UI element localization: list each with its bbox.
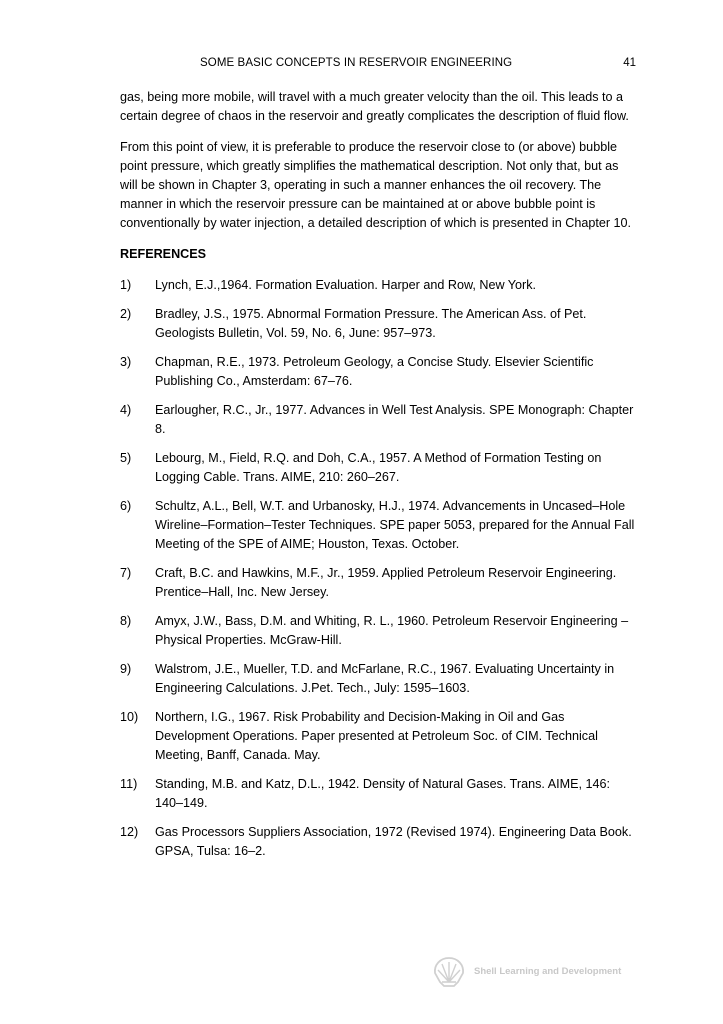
reference-number: 6) bbox=[120, 499, 132, 513]
reference-item bbox=[120, 401, 636, 439]
reference-number: 4) bbox=[120, 403, 132, 417]
reference-number: 1) bbox=[120, 278, 132, 292]
reference-item bbox=[120, 708, 636, 765]
reference-number: 9) bbox=[120, 662, 132, 676]
reference-number: 8) bbox=[120, 614, 132, 628]
reference-number: 2) bbox=[120, 307, 132, 321]
reference-text: Northern, I.G., 1967. Risk Probability and Decision-Making in Oil and Gas Development Operations. Paper presented at Petroleum Soc. of CIM. Technical Meeting, Banff, Canada. May. bbox=[155, 710, 598, 762]
reference-text: Craft, B.C. and Hawkins, M.F., Jr., 1959. Applied Petroleum Reservoir Engineering. Prentice–Hall, Inc. New Jersey. bbox=[155, 566, 617, 599]
reference-text: Lynch, E.J.,1964. Formation Evaluation. Harper and Row, New York. bbox=[155, 278, 537, 292]
reference-item bbox=[120, 823, 636, 861]
page-number: 41 bbox=[623, 57, 636, 69]
running-title: SOME BASIC CONCEPTS IN RESERVOIR ENGINEERING bbox=[200, 57, 513, 69]
reference-item bbox=[120, 305, 636, 343]
reference-number: 10) bbox=[120, 710, 139, 724]
reference-number: 5) bbox=[120, 451, 132, 465]
reference-number: 3) bbox=[120, 355, 132, 369]
reference-item bbox=[120, 353, 636, 391]
reference-text: Schultz, A.L., Bell, W.T. and Urbanosky, H.J., 1974. Advancements in Uncased–Hole Wireline–Formation–Tester Techniques. SPE paper 5053, prepared for the Annual Fall Meeting of the SPE of AIME; Houston, Texas. October. bbox=[155, 499, 635, 551]
reference-item bbox=[120, 449, 636, 487]
reference-text: Bradley, J.S., 1975. Abnormal Formation Pressure. The American Ass. of Pet. Geologists Bulletin, Vol. 59, No. 6, June: 957–973. bbox=[155, 307, 587, 340]
footer-branding bbox=[432, 956, 642, 988]
references-heading: REFERENCES bbox=[120, 247, 207, 261]
footer-text: Shell Learning and Development bbox=[474, 966, 622, 977]
reference-text: Amyx, J.W., Bass, D.M. and Whiting, R. L., 1960. Petroleum Reservoir Engineering – Physical Properties. McGraw-Hill. bbox=[155, 614, 629, 647]
reference-number: 11) bbox=[120, 777, 138, 791]
reference-text: Lebourg, M., Field, R.Q. and Doh, C.A., 1957. A Method of Formation Testing on Logging Cable. Trans. AIME, 210: 260–267. bbox=[155, 451, 602, 484]
reference-number: 7) bbox=[120, 566, 132, 580]
reference-list bbox=[120, 276, 636, 861]
reference-item bbox=[120, 497, 636, 554]
reference-text: Earlougher, R.C., Jr., 1977. Advances in Well Test Analysis. SPE Monograph: Chapter 8. bbox=[155, 403, 634, 436]
reference-item bbox=[120, 276, 636, 295]
reference-number: 12) bbox=[120, 825, 139, 839]
reference-text: Gas Processors Suppliers Association, 1972 (Revised 1974). Engineering Data Book. GPSA, Tulsa: 16–2. bbox=[155, 825, 632, 858]
body-paragraph: gas, being more mobile, will travel with a much greater velocity than the oil. This leads to a certain degree of chaos in the reservoir and greatly complicates the description of fluid flow. bbox=[120, 90, 629, 123]
page-content bbox=[120, 88, 636, 871]
reference-item bbox=[120, 612, 636, 650]
reference-text: Chapman, R.E., 1973. Petroleum Geology, a Concise Study. Elsevier Scientific Publishing Co., Amsterdam: 67–76. bbox=[155, 355, 594, 388]
running-header bbox=[120, 54, 636, 72]
reference-item bbox=[120, 775, 636, 813]
reference-text: Standing, M.B. and Katz, D.L., 1942. Density of Natural Gases. Trans. AIME, 146: 140–149. bbox=[155, 777, 611, 810]
shell-logo-icon bbox=[432, 956, 466, 988]
reference-item bbox=[120, 564, 636, 602]
reference-text: Walstrom, J.E., Mueller, T.D. and McFarlane, R.C., 1967. Evaluating Uncertainty in Engineering Calculations. J.Pet. Tech., July: 1595–1603. bbox=[155, 662, 615, 695]
reference-item bbox=[120, 660, 636, 698]
body-paragraph: From this point of view, it is preferable to produce the reservoir close to (or above) bubble point pressure, which greatly simplifies the mathematical description. Not only that, but as will be shown in Chapter 3, operating in such a manner enhances the oil recovery. The manner in which the reservoir pressure can be maintained at or above bubble point is conventionally by water injection, a detailed description of which is presented in Chapter 10. bbox=[120, 140, 632, 230]
